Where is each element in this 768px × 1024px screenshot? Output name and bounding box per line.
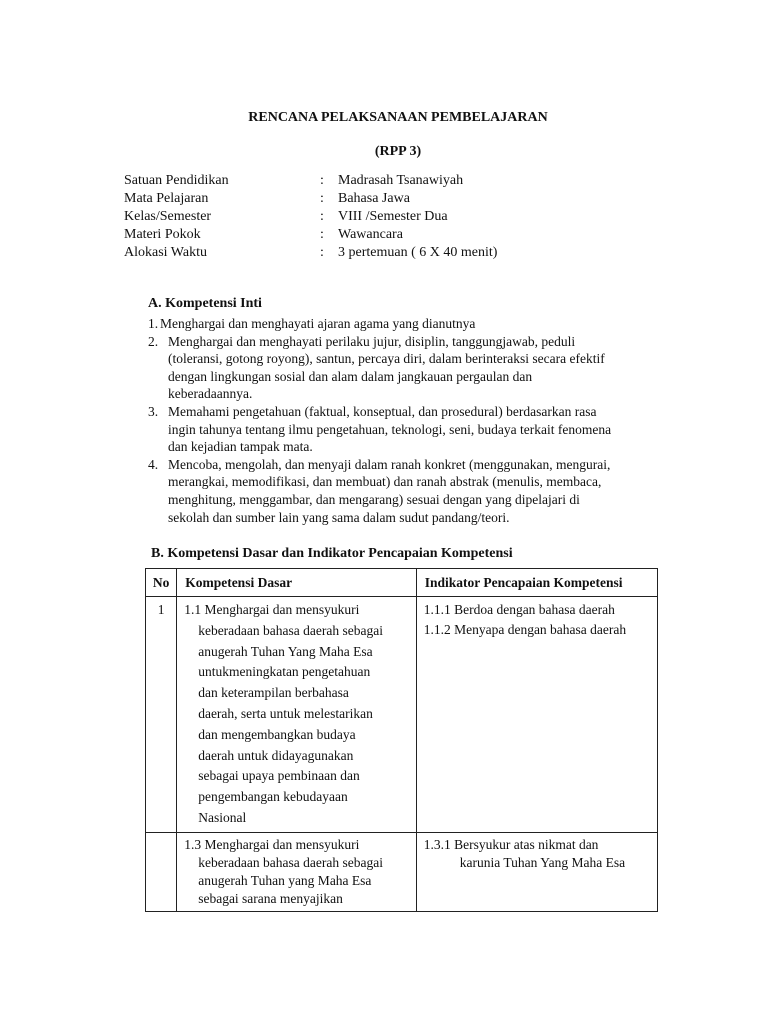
document-title: RENCANA PELAKSANAAN PEMBELAJARAN xyxy=(248,110,548,125)
ki-item-number: 3. xyxy=(148,403,159,419)
indikator-line: karunia Tuhan Yang Maha Esa xyxy=(459,854,626,870)
kd-line: pengembangan kebudayaan xyxy=(198,789,348,805)
kd-line: anugerah Tuhan yang Maha Esa xyxy=(198,872,372,888)
ki-item xyxy=(148,456,688,526)
info-row xyxy=(124,244,684,262)
section-a-heading: A. Kompetensi Inti xyxy=(148,296,262,311)
ki-item-line: keberadaannya. xyxy=(168,386,253,402)
section-b-heading: B. Kompetensi Dasar dan Indikator Pencapaian Kompetensi xyxy=(151,546,513,561)
info-row xyxy=(124,208,684,226)
info-colon: : xyxy=(320,227,324,242)
info-label: Alokasi Waktu xyxy=(124,245,207,260)
header-indikator: Indikator Pencapaian Kompetensi xyxy=(416,569,657,597)
indikator-cell xyxy=(416,832,657,911)
info-colon: : xyxy=(320,209,324,224)
ki-item-line: (toleransi, gotong royong), santun, percaya diri, dalam berinteraksi secara efektif xyxy=(168,351,605,367)
ki-item-text: Menghargai dan menghayati ajaran agama yang dianutnya xyxy=(160,316,476,331)
ki-item-line: Memahami pengetahuan (faktual, konseptual, dan prosedural) berdasarkan rasa xyxy=(168,403,597,419)
ki-item-number: 2. xyxy=(148,333,159,349)
ki-item-line: Mencoba, mengolah, dan menyaji dalam ranah konkret (menggunakan, mengurai, xyxy=(168,456,611,472)
header-no: No xyxy=(146,569,177,597)
kd-line: daerah untuk didayagunakan xyxy=(198,747,354,763)
info-value: Wawancara xyxy=(338,227,403,242)
header-kompetensi-dasar: Kompetensi Dasar xyxy=(177,569,417,597)
document-subtitle: (RPP 3) xyxy=(374,144,422,159)
kd-line: anugerah Tuhan Yang Maha Esa xyxy=(198,643,373,659)
info-colon: : xyxy=(320,173,324,188)
info-colon: : xyxy=(320,191,324,206)
kd-line: 1.1 Menghargai dan mensyukuri xyxy=(184,602,360,617)
info-block xyxy=(124,172,684,262)
ki-item xyxy=(148,333,688,403)
kd-line: Nasional xyxy=(198,809,247,825)
kd-line: sebagai sarana menyajikan xyxy=(198,890,343,906)
kd-cell xyxy=(177,597,417,833)
ki-item-line: dengan lingkungan sosial dan alam dalam jangkauan pergaulan dan xyxy=(168,368,533,384)
ki-item-number: 4. xyxy=(148,456,159,472)
info-colon: : xyxy=(320,245,324,260)
kd-line: untukmeningkatan pengetahuan xyxy=(198,664,371,680)
info-value: Bahasa Jawa xyxy=(338,191,410,206)
kd-line: keberadaan bahasa daerah sebagai xyxy=(198,622,383,638)
info-row xyxy=(124,226,684,244)
info-row xyxy=(124,172,684,190)
indikator-line: 1.3.1 Bersyukur atas nikmat dan xyxy=(423,836,599,852)
row-number xyxy=(146,832,177,911)
info-row xyxy=(124,190,684,208)
ki-item-line: sekolah dan sumber lain yang sama dalam sudut pandang/teori. xyxy=(168,509,510,525)
kompetensi-dasar-table xyxy=(145,568,658,912)
ki-item xyxy=(148,403,688,456)
table-header-row xyxy=(146,569,658,597)
ki-item-line: menghitung, menggambar, dan mengarang) sesuai dengan yang dipelajari di xyxy=(168,491,580,507)
info-value: VIII /Semester Dua xyxy=(338,209,448,224)
kd-line: dan mengembangkan budaya xyxy=(198,726,356,742)
info-label: Materi Pokok xyxy=(124,227,201,242)
ki-item-number: 1. xyxy=(148,316,159,331)
kompetensi-inti-list xyxy=(148,315,688,526)
ki-item-line: Menghargai dan menghayati perilaku jujur, disiplin, tanggungjawab, peduli xyxy=(168,333,576,349)
indikator-line: 1.1.2 Menyapa dengan bahasa daerah xyxy=(423,622,627,637)
kd-line: 1.3 Menghargai dan mensyukuri xyxy=(184,836,360,852)
kd-line: dan keterampilan berbahasa xyxy=(198,685,349,701)
info-value: 3 pertemuan ( 6 X 40 menit) xyxy=(338,245,498,260)
ki-item xyxy=(148,315,688,333)
info-label: Mata Pelajaran xyxy=(124,191,209,206)
kd-line: sebagai upaya pembinaan dan xyxy=(198,768,360,784)
ki-item-line: dan kejadian tampak mata. xyxy=(168,439,313,455)
indikator-line: 1.1.1 Berdoa dengan bahasa daerah xyxy=(423,602,615,617)
kd-line: daerah, serta untuk melestarikan xyxy=(198,705,373,721)
row-number: 1 xyxy=(146,597,177,833)
indikator-cell xyxy=(416,597,657,833)
table-row xyxy=(146,832,658,911)
info-label: Satuan Pendidikan xyxy=(124,173,229,188)
kd-line: keberadaan bahasa daerah sebagai xyxy=(198,854,383,870)
ki-item-line: merangkai, memodifikasi, dan membuat) dan ranah abstrak (menulis, membaca, xyxy=(168,474,602,490)
info-label: Kelas/Semester xyxy=(124,209,212,224)
ki-item-line: ingin tahunya tentang ilmu pengetahuan, teknologi, seni, budaya terkait fenomena xyxy=(168,421,612,437)
table-row xyxy=(146,597,658,833)
info-value: Madrasah Tsanawiyah xyxy=(338,173,464,188)
kd-cell xyxy=(177,832,417,911)
